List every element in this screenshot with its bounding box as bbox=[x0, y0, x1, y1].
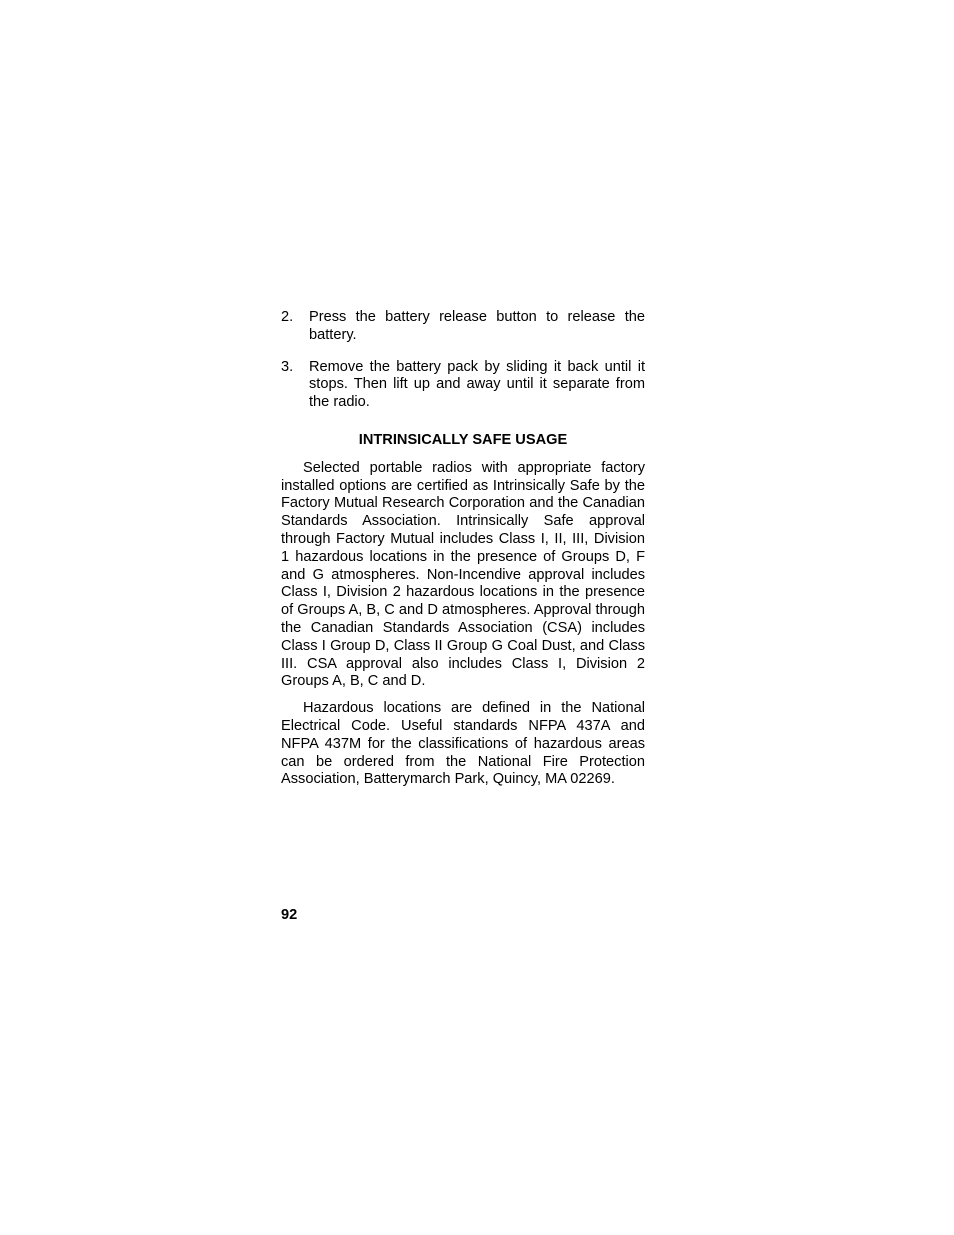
step-item bbox=[281, 359, 645, 412]
step-item bbox=[281, 309, 645, 345]
page-content bbox=[281, 309, 645, 798]
step-text: Remove the battery pack by sliding it back until it stops. Then lift up and away until it separate from the radio. bbox=[309, 358, 645, 411]
step-number: 3. bbox=[281, 358, 294, 375]
step-text: Press the battery release button to release the battery. bbox=[309, 309, 645, 343]
body-paragraph: Selected portable radios with appropriate factory installed options are certified as Intrinsically Safe by the Factory Mutual Research Corporation and the Canadian Standards Association. Intrinsically Safe approval through Factory Mutual includes Class I, II, III, Division 1 hazardous locations in the presence of Groups D, F and G atmospheres. Non-Incendive approval includes Class I, Division 2 hazardous locations in the presence of Groups A, B, C and D atmospheres. Approval through the Canadian Standards Association (CSA) includes Class I Group D, Class II Group G Coal Dust, and Class III. CSA approval also includes Class I, Division 2 Groups A, B, C and D. bbox=[281, 459, 645, 690]
page-number: 92 bbox=[281, 907, 298, 923]
body-paragraph: Hazardous locations are defined in the National Electrical Code. Useful standards NFPA 437A and NFPA 437M for the classifications of hazardous areas can be ordered from the National Fire Protection Association, Batterymarch Park, Quincy, MA 02269. bbox=[281, 700, 645, 788]
step-number: 2. bbox=[281, 309, 294, 325]
section-heading: INTRINSICALLY SAFE USAGE bbox=[358, 431, 568, 448]
